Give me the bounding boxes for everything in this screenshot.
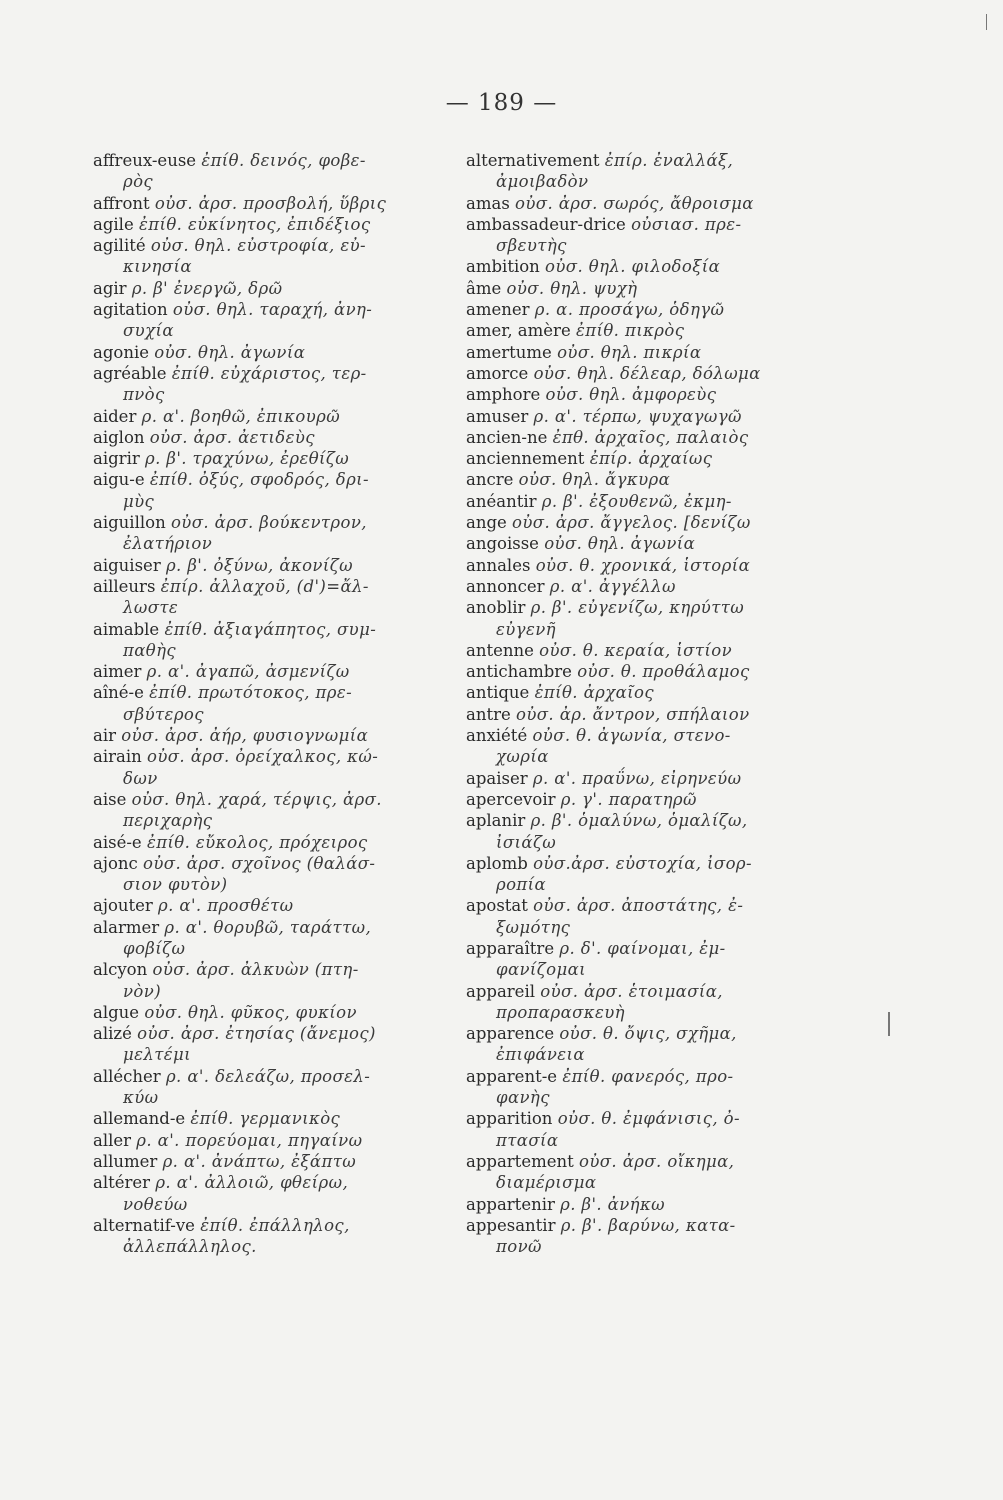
greek-definition: σβευτὴς [496, 236, 567, 256]
headword: aigrir [93, 449, 140, 469]
headword: apostat [466, 896, 528, 916]
greek-definition: ἐπίρ. ἀλλαχοῦ, (d')=ἄλ- [160, 576, 369, 596]
greek-definition: κύω [123, 1088, 159, 1108]
greek-definition: ρ. γ'. παρατηρῶ [560, 789, 697, 809]
greek-definition: πτασία [496, 1130, 559, 1150]
headword: apparent-e [466, 1066, 558, 1086]
dictionary-line [466, 1023, 826, 1044]
greek-definition: οὐσ. θηλ. ταραχή, ἀνη- [172, 300, 373, 320]
greek-definition: οὐσ. ἀρσ. ἑτοιμασία, [540, 981, 723, 1001]
dictionary-line [466, 150, 826, 171]
greek-definition: ρ. α'. πορεύομαι, πηγαίνω [136, 1130, 363, 1150]
headword: ambition [466, 257, 540, 277]
dictionary-line [466, 469, 826, 490]
greek-definition: οὐσ. ἀρσ. προσβολή, ὕβρις [154, 193, 387, 213]
dictionary-line [466, 832, 826, 853]
greek-definition: οὐσ. ἀρσ. ἐτησίας (ἄνεμος) [137, 1024, 376, 1044]
greek-definition: οὐσ. θηλ. ἀμφορεὺς [545, 385, 717, 405]
dictionary-line [466, 278, 826, 299]
headword: angoisse [466, 534, 539, 554]
dictionary-line [466, 619, 826, 640]
greek-definition: ξωμότης [496, 917, 571, 937]
greek-definition: οὐσ. θηλ. πικρία [557, 342, 702, 362]
headword: aigu-e [93, 470, 145, 490]
greek-definition: οὐσ.ἀρσ. εὐστοχία, ἰσορ- [533, 853, 752, 873]
dictionary-line [93, 406, 453, 427]
dictionary-line [93, 938, 453, 959]
dictionary-line [93, 448, 453, 469]
greek-definition: δων [123, 768, 158, 788]
headword: appartement [466, 1151, 574, 1171]
headword: aiglon [93, 427, 145, 447]
dictionary-line [466, 1215, 826, 1236]
dictionary-line [93, 1151, 453, 1172]
greek-definition: ἐπίθ. γερμανικὸς [190, 1109, 341, 1129]
headword: amertume [466, 342, 552, 362]
headword: aimer [93, 662, 142, 682]
greek-definition: οὐσ. ἀρσ. ἀήρ, φυσιογνωμία [121, 726, 369, 746]
headword: apaiser [466, 768, 528, 788]
dictionary-line [466, 597, 826, 618]
greek-definition: ἐπίθ. ἀξιαγάπητος, συμ- [164, 619, 377, 639]
greek-definition: φανίζομαι [496, 960, 587, 980]
greek-definition: ρ. α'. δελεάζω, προσελ- [165, 1066, 371, 1086]
dictionary-line [466, 1087, 826, 1108]
dictionary-line [466, 661, 826, 682]
greek-definition: ἐπιφάνεια [496, 1045, 585, 1065]
dictionary-line [466, 682, 826, 703]
dictionary-line [466, 917, 826, 938]
greek-definition: προπαρασκευὴ [496, 1002, 625, 1022]
headword: allumer [93, 1151, 158, 1171]
greek-definition: ρ. β'. τραχύνω, ἐρεθίζω [144, 449, 350, 469]
greek-definition: ἐλατήριον [123, 534, 213, 554]
greek-definition: ρ. α'. ἀγαπῶ, ἀσμενίζω [146, 662, 350, 682]
dictionary-line [93, 725, 453, 746]
greek-definition: οὐσ. ἀρσ. ὀρείχαλκος, κώ- [147, 747, 379, 767]
headword: ajonc [93, 853, 138, 873]
dictionary-line [466, 1044, 826, 1065]
dictionary-line [466, 193, 826, 214]
dictionary-line [466, 491, 826, 512]
dictionary-line [466, 512, 826, 533]
headword: affreux-euse [93, 151, 197, 170]
right-column [466, 150, 826, 1257]
greek-definition: οὐσ. θ. ἐμφάνισις, ὀ- [557, 1109, 740, 1129]
greek-definition: ἐπίρ. ἀρχαίως [589, 449, 713, 469]
dictionary-line [466, 874, 826, 895]
headword: agilité [93, 236, 146, 256]
dictionary-line [93, 704, 453, 725]
headword: antre [466, 704, 511, 724]
greek-definition: πονῶ [496, 1237, 542, 1257]
greek-definition: οὐσ. ἀρσ. σχοῖνος (θαλάσ- [143, 853, 376, 873]
greek-definition: ρ. α'. πραΰνω, εἰρηνεύω [532, 768, 742, 788]
headword: aider [93, 406, 137, 426]
headword: appareil [466, 981, 536, 1001]
dictionary-line [466, 235, 826, 256]
dictionary-line [466, 746, 826, 767]
greek-definition: ἀλλεπάλληλος. [123, 1237, 257, 1257]
headword: apparence [466, 1024, 555, 1044]
headword: air [93, 726, 117, 746]
dictionary-line [466, 1066, 826, 1087]
greek-definition: λωστε [123, 598, 179, 618]
dictionary-line [466, 256, 826, 277]
headword: aiguiser [93, 555, 161, 575]
headword: aplomb [466, 853, 528, 873]
dictionary-line [93, 874, 453, 895]
headword: agréable [93, 363, 167, 383]
dictionary-line [93, 363, 453, 384]
dictionary-line [466, 704, 826, 725]
page-number: — 189 — [445, 90, 558, 116]
dictionary-line [93, 320, 453, 341]
greek-definition: ἐπίθ. φανερός, προ- [562, 1066, 734, 1086]
dictionary-line [466, 1151, 826, 1172]
dictionary-line [93, 214, 453, 235]
headword: ancien-ne [466, 427, 548, 447]
dictionary-line [93, 278, 453, 299]
dictionary-line [93, 959, 453, 980]
greek-definition: οὐσιασ. πρε- [631, 214, 742, 234]
dictionary-line [93, 533, 453, 554]
greek-definition: ἀμοιβαδὸν [496, 172, 589, 192]
greek-definition: ρ. α. προσάγω, ὁδηγῶ [534, 300, 725, 320]
headword: ambassadeur-drice [466, 214, 626, 234]
greek-definition: μὺς [123, 491, 155, 511]
dictionary-line [93, 832, 453, 853]
greek-definition: ἐπίθ. ὀξύς, σφοδρός, δρι- [149, 470, 370, 490]
dictionary-line [93, 1066, 453, 1087]
dictionary-line [93, 256, 453, 277]
dictionary-line [93, 640, 453, 661]
headword: aiguillon [93, 513, 166, 533]
greek-definition: ρ. β'. ὁμαλύνω, ὁμαλίζω, [530, 811, 748, 831]
dictionary-line [466, 1002, 826, 1023]
greek-definition: οὐσ. ἀρσ. βούκεντρον, [170, 513, 367, 533]
headword: appesantir [466, 1215, 556, 1235]
headword: alarmer [93, 917, 160, 937]
headword: anoblir [466, 598, 526, 618]
headword: anéantir [466, 491, 537, 511]
headword: ailleurs [93, 576, 156, 596]
headword: affront [93, 193, 150, 213]
greek-definition: οὐσ. θ. κεραία, ἱστίον [539, 640, 732, 660]
headword: agonie [93, 342, 150, 362]
margin-mark [888, 1012, 890, 1036]
dictionary-line [93, 427, 453, 448]
dictionary-line [93, 235, 453, 256]
headword: ange [466, 513, 507, 533]
greek-definition: περιχαρὴς [123, 811, 213, 831]
headword: ancre [466, 470, 514, 490]
dictionary-line [466, 1236, 826, 1257]
dictionary-line [466, 1194, 826, 1215]
dictionary-line [93, 661, 453, 682]
greek-definition: ρ. β'. ἀνήκω [560, 1194, 666, 1214]
headword: annoncer [466, 576, 545, 596]
greek-definition: κινησία [123, 257, 192, 277]
headword: amuser [466, 406, 529, 426]
headword: airain [93, 747, 142, 767]
headword: anciennement [466, 449, 585, 469]
headword: amas [466, 193, 510, 213]
greek-definition: ἐπίθ. ἐπάλληλος, [200, 1215, 350, 1235]
dictionary-line [466, 320, 826, 341]
greek-definition: νὸν) [123, 981, 162, 1001]
greek-definition: φανὴς [496, 1088, 550, 1108]
dictionary-line [466, 342, 826, 363]
greek-definition: οὐσ. ἀρσ. ἀποστάτης, ἐ- [533, 896, 744, 916]
dictionary-line [93, 1108, 453, 1129]
dictionary-line [466, 384, 826, 405]
greek-definition: οὐσ. θηλ. δέλεαρ, δόλωμα [533, 363, 761, 383]
dictionary-line [93, 512, 453, 533]
headword: alizé [93, 1024, 132, 1044]
greek-definition: οὐσ. θ. χρονικά, ἱστορία [535, 555, 751, 575]
headword: alternativement [466, 151, 600, 170]
greek-definition: ρ. α'. ἀνάπτω, ἐξάπτω [162, 1151, 357, 1171]
dictionary-line [466, 725, 826, 746]
dictionary-line [93, 789, 453, 810]
greek-definition: ρ. α'. βοηθῶ, ἐπικουρῶ [141, 406, 341, 426]
headword: amer, amère [466, 321, 571, 341]
headword: agir [93, 278, 127, 298]
dictionary-line [93, 299, 453, 320]
greek-definition: ρ. β'. ἐξουθενῶ, ἐκμη- [541, 491, 732, 511]
dictionary-line [93, 491, 453, 512]
greek-definition: οὐσ. θ. ἀγωνία, στενο- [532, 726, 731, 746]
dictionary-line [466, 789, 826, 810]
headword: apparition [466, 1109, 553, 1129]
dictionary-line [93, 1172, 453, 1193]
greek-definition: διαμέρισμα [496, 1173, 597, 1193]
dictionary-line [466, 427, 826, 448]
dictionary-line [466, 448, 826, 469]
greek-definition: σβύτερος [123, 704, 204, 724]
greek-definition: ἐπθ. ἀρχαῖος, παλαιὸς [552, 427, 749, 447]
greek-definition: πνὸς [123, 385, 165, 405]
greek-definition: οὐσ. ἀρ. ἄντρον, σπήλαιον [516, 704, 750, 724]
greek-definition: ἐπίθ. πρωτότοκος, πρε- [149, 683, 353, 703]
greek-definition: ρ. β'. ὀξύνω, ἀκονίζω [165, 555, 353, 575]
dictionary-line [466, 533, 826, 554]
headword: alcyon [93, 960, 148, 980]
greek-definition: παθὴς [123, 640, 177, 660]
headword: âme [466, 278, 502, 298]
dictionary-line [466, 299, 826, 320]
greek-definition: οὐσ. θηλ. φῦκος, φυκίον [144, 1002, 357, 1022]
greek-definition: ρ. β'. εὐγενίζω, κηρύττω [530, 598, 745, 618]
dictionary-line [466, 810, 826, 831]
dictionary-line [93, 853, 453, 874]
greek-definition: ρ. δ'. φαίνομαι, ἐμ- [559, 938, 726, 958]
dictionary-line [466, 959, 826, 980]
headword: aise [93, 789, 127, 809]
headword: ajouter [93, 896, 153, 916]
greek-definition: ρὸς [123, 172, 154, 192]
dictionary-line [93, 342, 453, 363]
headword: appartenir [466, 1194, 555, 1214]
dictionary-line [93, 1194, 453, 1215]
greek-definition: φοβίζω [123, 938, 186, 958]
dictionary-line [93, 746, 453, 767]
dictionary-line [466, 1172, 826, 1193]
greek-definition: ἐπίρ. ἐναλλάξ, [604, 151, 734, 170]
greek-definition: ρ. β' ἐνεργῶ, δρῶ [131, 278, 283, 298]
headword: apercevoir [466, 789, 556, 809]
headword: allemand-e [93, 1109, 186, 1129]
greek-definition: οὐσ. ἀρσ. ἀετιδεὺς [149, 427, 315, 447]
dictionary-line [466, 214, 826, 235]
dictionary-line [93, 981, 453, 1002]
left-column [93, 150, 453, 1257]
dictionary-line [93, 1236, 453, 1257]
dictionary-line [466, 768, 826, 789]
dictionary-line [466, 406, 826, 427]
margin-mark [986, 14, 987, 30]
greek-definition: οὐσ. θηλ. εὐστροφία, εὐ- [150, 236, 366, 256]
greek-definition: ἐπίθ. ἀρχαῖος [534, 683, 654, 703]
headword: antenne [466, 640, 534, 660]
dictionary-line [466, 555, 826, 576]
dictionary-line [93, 768, 453, 789]
headword: amorce [466, 363, 529, 383]
greek-definition: ἐπίθ. εὐχάριστος, τερ- [171, 363, 367, 383]
greek-definition: οὐσ. ἀρσ. ἀλκυὼν (πτη- [152, 960, 359, 980]
greek-definition: οὐσ. θηλ. ψυχὴ [506, 278, 638, 298]
headword: aimable [93, 619, 160, 639]
greek-definition: οὐσ. θ. προθάλαμος [577, 662, 750, 682]
greek-definition: εὐγενῆ [496, 619, 556, 639]
dictionary-line [93, 150, 453, 171]
dictionary-line [93, 1023, 453, 1044]
greek-definition: ἐπίθ. εὐκίνητος, ἐπιδέξιος [138, 214, 371, 234]
greek-definition: οὐσ. θηλ. χαρά, τέρψις, ἀρσ. [131, 789, 382, 809]
dictionary-line [93, 682, 453, 703]
headword: agitation [93, 300, 168, 320]
headword: aisé-e [93, 832, 142, 852]
dictionary-line [93, 1087, 453, 1108]
greek-definition: ἐπίθ. δεινός, φοβε- [201, 151, 366, 170]
greek-definition: οὐσ. θ. ὄψις, σχῆμα, [559, 1024, 737, 1044]
dictionary-line [466, 1108, 826, 1129]
greek-definition: ρ. α'. προσθέτω [158, 896, 294, 916]
dictionary-line [93, 810, 453, 831]
headword: antichambre [466, 662, 572, 682]
greek-definition: ἐπίθ. πικρὸς [575, 321, 685, 341]
dictionary-line [93, 1215, 453, 1236]
headword: allécher [93, 1066, 161, 1086]
dictionary-line [466, 981, 826, 1002]
dictionary-line [93, 555, 453, 576]
dictionary-line [93, 576, 453, 597]
headword: amener [466, 300, 530, 320]
dictionary-line [93, 917, 453, 938]
dictionary-line [466, 853, 826, 874]
headword: alternatif-ve [93, 1215, 195, 1235]
greek-definition: ροπία [496, 875, 547, 895]
headword: amphore [466, 385, 541, 405]
dictionary-line [466, 171, 826, 192]
greek-definition: νοθεύω [123, 1194, 188, 1214]
dictionary-line [93, 597, 453, 618]
greek-definition: ρ. α'. ἀγγέλλω [549, 576, 676, 596]
headword: altérer [93, 1173, 151, 1193]
dictionary-line [93, 469, 453, 490]
headword: annales [466, 555, 531, 575]
greek-definition: ρ. α'. τέρπω, ψυχαγωγῶ [533, 406, 742, 426]
dictionary-line [466, 1130, 826, 1151]
greek-definition: ρ. α'. ἀλλοιῶ, φθείρω, [155, 1173, 349, 1193]
greek-definition: χωρία [496, 747, 549, 767]
headword: apparaître [466, 938, 555, 958]
dictionary-line [466, 895, 826, 916]
dictionary-line [466, 576, 826, 597]
dictionary-line [93, 1130, 453, 1151]
dictionary-line [93, 384, 453, 405]
headword: agile [93, 214, 134, 234]
greek-definition: ρ. α'. θορυβῶ, ταράττω, [164, 917, 372, 937]
greek-definition: ἰσιάζω [496, 832, 557, 852]
dictionary-line [93, 1044, 453, 1065]
greek-definition: μελτέμι [123, 1045, 192, 1065]
greek-definition: ρ. β'. βαρύνω, κατα- [560, 1215, 736, 1235]
greek-definition: οὐσ. θηλ. ἄγκυρα [518, 470, 671, 490]
dictionary-line [93, 619, 453, 640]
dictionary-line [466, 938, 826, 959]
headword: algue [93, 1002, 140, 1022]
greek-definition: συχία [123, 321, 174, 341]
greek-definition: οὐσ. ἀρσ. ἄγγελος. [δενίζω [512, 513, 751, 533]
greek-definition: οὐσ. ἀρσ. σωρός, ἄθροισμα [515, 193, 754, 213]
greek-definition: οὐσ. θηλ. ἀγωνία [544, 534, 696, 554]
greek-definition: οὐσ. θηλ. φιλοδοξία [545, 257, 721, 277]
greek-definition: οὐσ. ἀρσ. οἴκημα, [579, 1151, 735, 1171]
greek-definition: ἐπίθ. εὔκολος, πρόχειρος [146, 832, 368, 852]
greek-definition: οὐσ. θηλ. ἀγωνία [154, 342, 306, 362]
headword: aplanir [466, 811, 526, 831]
dictionary-line [93, 171, 453, 192]
headword: aîné-e [93, 683, 144, 703]
headword: antique [466, 683, 530, 703]
headword: aller [93, 1130, 132, 1150]
dictionary-line [466, 363, 826, 384]
dictionary-line [93, 1002, 453, 1023]
greek-definition: σιον φυτὸν) [123, 875, 228, 895]
dictionary-line [93, 895, 453, 916]
dictionary-line [93, 193, 453, 214]
headword: anxiété [466, 726, 528, 746]
dictionary-line [466, 640, 826, 661]
